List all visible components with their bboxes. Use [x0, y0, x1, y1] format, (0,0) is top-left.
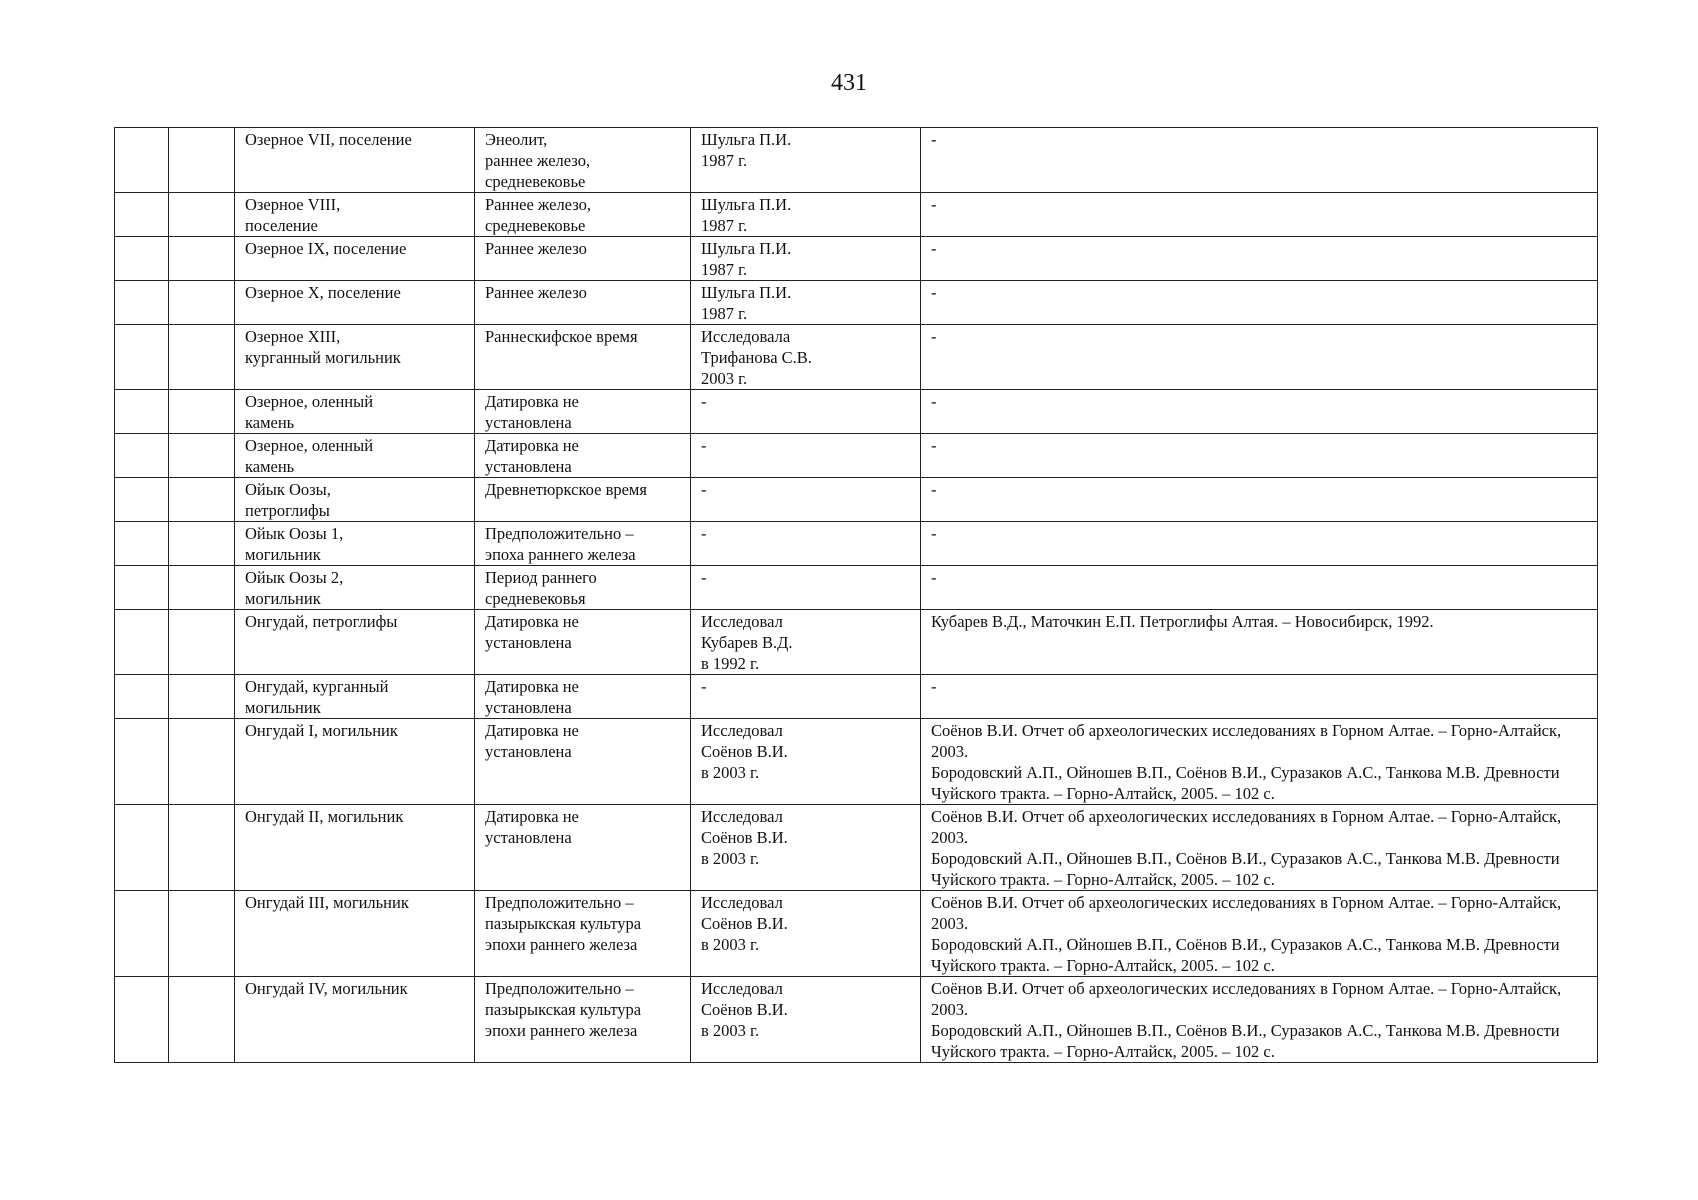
- number-cell: [115, 128, 169, 193]
- dating-line: раннее железо,: [485, 151, 591, 170]
- site-name-line: Онгудай I, могильник: [245, 721, 398, 740]
- table-row: [115, 891, 1598, 977]
- number-cell: [115, 719, 169, 805]
- number-cell: [115, 390, 169, 434]
- site-name-line: камень: [245, 457, 295, 476]
- dating-line: пазырыкская культура: [485, 914, 642, 933]
- table-row: [115, 325, 1598, 390]
- code-cell: [169, 193, 235, 237]
- site-name-line: могильник: [245, 545, 321, 564]
- number-cell: [115, 325, 169, 390]
- reference-entry: -: [931, 327, 937, 346]
- code-cell: [169, 325, 235, 390]
- research-line: -: [701, 568, 707, 587]
- research-line: в 1992 г.: [701, 654, 760, 673]
- dating-line: Датировка не: [485, 721, 579, 740]
- research-line: Соёнов В.И.: [701, 828, 788, 847]
- site-name-line: Ойык Оозы 2,: [245, 568, 344, 587]
- research-line: Исследовала: [701, 327, 791, 346]
- site-name-line: Озерное, оленный: [245, 436, 374, 455]
- code-cell: [169, 390, 235, 434]
- dating-cell: [475, 610, 691, 675]
- table-row: [115, 719, 1598, 805]
- table-row: [115, 281, 1598, 325]
- reference-entry: Бородовский А.П., Ойношев В.П., Соёнов В.И., Суразаков А.С., Танкова М.В. Древности Чуйского тракта. – Горно-Алтайск, 2005. – 102 с.: [931, 849, 1560, 889]
- references-cell: [921, 977, 1598, 1063]
- dating-line: установлена: [485, 457, 572, 476]
- site-name-cell: [235, 128, 475, 193]
- code-cell: [169, 891, 235, 977]
- site-name-cell: [235, 891, 475, 977]
- research-line: Исследовал: [701, 612, 783, 631]
- research-cell: [691, 891, 921, 977]
- reference-entry: -: [931, 283, 937, 302]
- site-name-cell: [235, 281, 475, 325]
- references-cell: [921, 478, 1598, 522]
- site-name-line: петроглифы: [245, 501, 330, 520]
- site-name-line: Озерное, оленный: [245, 392, 374, 411]
- dating-line: средневековья: [485, 589, 586, 608]
- references-cell: [921, 237, 1598, 281]
- reference-entry: -: [931, 392, 937, 411]
- dating-line: Предположительно –: [485, 524, 634, 543]
- code-cell: [169, 522, 235, 566]
- site-name-line: Озерное X, поселение: [245, 283, 401, 302]
- research-cell: [691, 566, 921, 610]
- table-row: [115, 675, 1598, 719]
- research-line: Исследовал: [701, 893, 783, 912]
- research-line: -: [701, 677, 707, 696]
- site-name-line: Озерное VIII,: [245, 195, 341, 214]
- research-line: Исследовал: [701, 721, 783, 740]
- site-name-cell: [235, 805, 475, 891]
- dating-cell: [475, 325, 691, 390]
- page-number: 431: [831, 70, 867, 96]
- research-cell: [691, 128, 921, 193]
- references-cell: [921, 390, 1598, 434]
- site-name-line: Озерное XIII,: [245, 327, 341, 346]
- dating-line: Датировка не: [485, 612, 579, 631]
- reference-entry: -: [931, 480, 937, 499]
- site-name-line: Ойык Оозы 1,: [245, 524, 344, 543]
- references-cell: [921, 610, 1598, 675]
- code-cell: [169, 434, 235, 478]
- dating-line: установлена: [485, 633, 572, 652]
- dating-line: установлена: [485, 413, 572, 432]
- site-name-cell: [235, 193, 475, 237]
- number-cell: [115, 566, 169, 610]
- site-name-cell: [235, 977, 475, 1063]
- table-row: [115, 478, 1598, 522]
- dating-line: установлена: [485, 698, 572, 717]
- code-cell: [169, 237, 235, 281]
- references-cell: [921, 193, 1598, 237]
- site-name-line: могильник: [245, 698, 321, 717]
- site-name-cell: [235, 522, 475, 566]
- code-cell: [169, 675, 235, 719]
- dating-line: Раннескифское время: [485, 327, 638, 346]
- research-cell: [691, 390, 921, 434]
- dating-line: Древнетюркское время: [485, 480, 647, 499]
- research-cell: [691, 281, 921, 325]
- dating-line: установлена: [485, 828, 572, 847]
- dating-line: эпоха раннего железа: [485, 545, 636, 564]
- site-name-cell: [235, 719, 475, 805]
- research-line: в 2003 г.: [701, 849, 760, 868]
- reference-entry: -: [931, 195, 937, 214]
- number-cell: [115, 237, 169, 281]
- table-row: [115, 522, 1598, 566]
- site-name-cell: [235, 566, 475, 610]
- references-cell: [921, 566, 1598, 610]
- dating-cell: [475, 128, 691, 193]
- code-cell: [169, 478, 235, 522]
- table-row: [115, 237, 1598, 281]
- site-name-cell: [235, 237, 475, 281]
- references-cell: [921, 281, 1598, 325]
- dating-cell: [475, 675, 691, 719]
- code-cell: [169, 805, 235, 891]
- site-name-line: Озерное VII, поселение: [245, 130, 412, 149]
- dating-cell: [475, 193, 691, 237]
- dating-cell: [475, 390, 691, 434]
- research-line: Трифанова С.В.: [701, 348, 812, 367]
- reference-entry: -: [931, 524, 937, 543]
- table-row: [115, 977, 1598, 1063]
- research-cell: [691, 805, 921, 891]
- research-line: Шульга П.И.: [701, 239, 792, 258]
- site-name-cell: [235, 434, 475, 478]
- references-cell: [921, 522, 1598, 566]
- site-name-line: курганный могильник: [245, 348, 401, 367]
- research-line: -: [701, 480, 707, 499]
- dating-line: Раннее железо: [485, 239, 587, 258]
- site-name-line: Онгудай, петроглифы: [245, 612, 398, 631]
- site-name-cell: [235, 325, 475, 390]
- site-name-line: Онгудай III, могильник: [245, 893, 409, 912]
- research-cell: [691, 977, 921, 1063]
- reference-entry: -: [931, 677, 937, 696]
- table-row: [115, 805, 1598, 891]
- table-row: [115, 610, 1598, 675]
- number-cell: [115, 193, 169, 237]
- dating-line: Предположительно –: [485, 979, 634, 998]
- references-cell: [921, 434, 1598, 478]
- code-cell: [169, 719, 235, 805]
- code-cell: [169, 566, 235, 610]
- site-name-line: Озерное IX, поселение: [245, 239, 407, 258]
- dating-cell: [475, 281, 691, 325]
- code-cell: [169, 281, 235, 325]
- research-line: -: [701, 524, 707, 543]
- research-line: Шульга П.И.: [701, 283, 792, 302]
- dating-line: Энеолит,: [485, 130, 548, 149]
- research-line: Шульга П.И.: [701, 195, 792, 214]
- dating-cell: [475, 719, 691, 805]
- table-row: [115, 193, 1598, 237]
- research-line: Исследовал: [701, 807, 783, 826]
- dating-line: пазырыкская культура: [485, 1000, 642, 1019]
- research-cell: [691, 193, 921, 237]
- code-cell: [169, 610, 235, 675]
- research-line: Шульга П.И.: [701, 130, 792, 149]
- code-cell: [169, 128, 235, 193]
- research-cell: [691, 237, 921, 281]
- sites-table: [114, 127, 1598, 1063]
- dating-line: Датировка не: [485, 392, 579, 411]
- research-cell: [691, 478, 921, 522]
- table-row: [115, 390, 1598, 434]
- research-line: Исследовал: [701, 979, 783, 998]
- site-name-line: поселение: [245, 216, 318, 235]
- site-name-line: могильник: [245, 589, 321, 608]
- site-name-cell: [235, 610, 475, 675]
- dating-cell: [475, 805, 691, 891]
- dating-line: средневековье: [485, 172, 586, 191]
- dating-cell: [475, 237, 691, 281]
- reference-entry: Соёнов В.И. Отчет об археологических исследованиях в Горном Алтае. – Горно-Алтайск, 2003.: [931, 807, 1562, 847]
- dating-line: Датировка не: [485, 807, 579, 826]
- reference-entry: -: [931, 568, 937, 587]
- research-cell: [691, 325, 921, 390]
- research-line: в 2003 г.: [701, 763, 760, 782]
- number-cell: [115, 478, 169, 522]
- reference-entry: Бородовский А.П., Ойношев В.П., Соёнов В.И., Суразаков А.С., Танкова М.В. Древности Чуйского тракта. – Горно-Алтайск, 2005. – 102 с.: [931, 1021, 1560, 1061]
- research-line: 2003 г.: [701, 369, 748, 388]
- dating-line: Раннее железо: [485, 283, 587, 302]
- site-name-cell: [235, 478, 475, 522]
- references-cell: [921, 675, 1598, 719]
- research-cell: [691, 675, 921, 719]
- number-cell: [115, 805, 169, 891]
- research-line: в 2003 г.: [701, 1021, 760, 1040]
- reference-entry: Бородовский А.П., Ойношев В.П., Соёнов В.И., Суразаков А.С., Танкова М.В. Древности Чуйского тракта. – Горно-Алтайск, 2005. – 102 с.: [931, 763, 1560, 803]
- reference-entry: Соёнов В.И. Отчет об археологических исследованиях в Горном Алтае. – Горно-Алтайск, 2003.: [931, 979, 1562, 1019]
- dating-line: Датировка не: [485, 677, 579, 696]
- number-cell: [115, 977, 169, 1063]
- dating-line: эпохи раннего железа: [485, 935, 638, 954]
- dating-cell: [475, 478, 691, 522]
- number-cell: [115, 434, 169, 478]
- research-cell: [691, 610, 921, 675]
- research-line: в 2003 г.: [701, 935, 760, 954]
- reference-entry: Бородовский А.П., Ойношев В.П., Соёнов В.И., Суразаков А.С., Танкова М.В. Древности Чуйского тракта. – Горно-Алтайск, 2005. – 102 с.: [931, 935, 1560, 975]
- research-line: Соёнов В.И.: [701, 914, 788, 933]
- research-line: 1987 г.: [701, 151, 748, 170]
- table-row: [115, 434, 1598, 478]
- research-cell: [691, 434, 921, 478]
- dating-line: Датировка не: [485, 436, 579, 455]
- research-line: 1987 г.: [701, 216, 748, 235]
- dating-cell: [475, 522, 691, 566]
- number-cell: [115, 610, 169, 675]
- reference-entry: -: [931, 239, 937, 258]
- number-cell: [115, 675, 169, 719]
- research-line: -: [701, 436, 707, 455]
- number-cell: [115, 522, 169, 566]
- dating-line: Период раннего: [485, 568, 597, 587]
- dating-cell: [475, 891, 691, 977]
- site-name-cell: [235, 390, 475, 434]
- research-line: 1987 г.: [701, 260, 748, 279]
- references-cell: [921, 805, 1598, 891]
- reference-entry: -: [931, 130, 937, 149]
- research-line: Соёнов В.И.: [701, 742, 788, 761]
- dating-cell: [475, 434, 691, 478]
- code-cell: [169, 977, 235, 1063]
- research-line: -: [701, 392, 707, 411]
- site-name-line: Онгудай IV, могильник: [245, 979, 408, 998]
- site-name-line: Ойык Оозы,: [245, 480, 331, 499]
- number-cell: [115, 891, 169, 977]
- reference-entry: Кубарев В.Д., Маточкин Е.П. Петроглифы Алтая. – Новосибирск, 1992.: [931, 612, 1434, 631]
- references-cell: [921, 128, 1598, 193]
- references-cell: [921, 325, 1598, 390]
- research-line: 1987 г.: [701, 304, 748, 323]
- site-name-cell: [235, 675, 475, 719]
- table-body: [115, 128, 1598, 1063]
- site-name-line: Онгудай II, могильник: [245, 807, 404, 826]
- reference-entry: Соёнов В.И. Отчет об археологических исследованиях в Горном Алтае. – Горно-Алтайск, 2003.: [931, 721, 1562, 761]
- dating-line: Предположительно –: [485, 893, 634, 912]
- reference-entry: -: [931, 436, 937, 455]
- research-cell: [691, 522, 921, 566]
- table-row: [115, 128, 1598, 193]
- research-line: Кубарев В.Д.: [701, 633, 793, 652]
- dating-cell: [475, 566, 691, 610]
- site-name-line: камень: [245, 413, 295, 432]
- dating-line: средневековье: [485, 216, 586, 235]
- dating-cell: [475, 977, 691, 1063]
- table-row: [115, 566, 1598, 610]
- number-cell: [115, 281, 169, 325]
- research-line: Соёнов В.И.: [701, 1000, 788, 1019]
- dating-line: эпохи раннего железа: [485, 1021, 638, 1040]
- dating-line: установлена: [485, 742, 572, 761]
- references-cell: [921, 719, 1598, 805]
- dating-line: Раннее железо,: [485, 195, 591, 214]
- site-name-line: Онгудай, курганный: [245, 677, 389, 696]
- references-cell: [921, 891, 1598, 977]
- research-cell: [691, 719, 921, 805]
- reference-entry: Соёнов В.И. Отчет об археологических исследованиях в Горном Алтае. – Горно-Алтайск, 2003.: [931, 893, 1562, 933]
